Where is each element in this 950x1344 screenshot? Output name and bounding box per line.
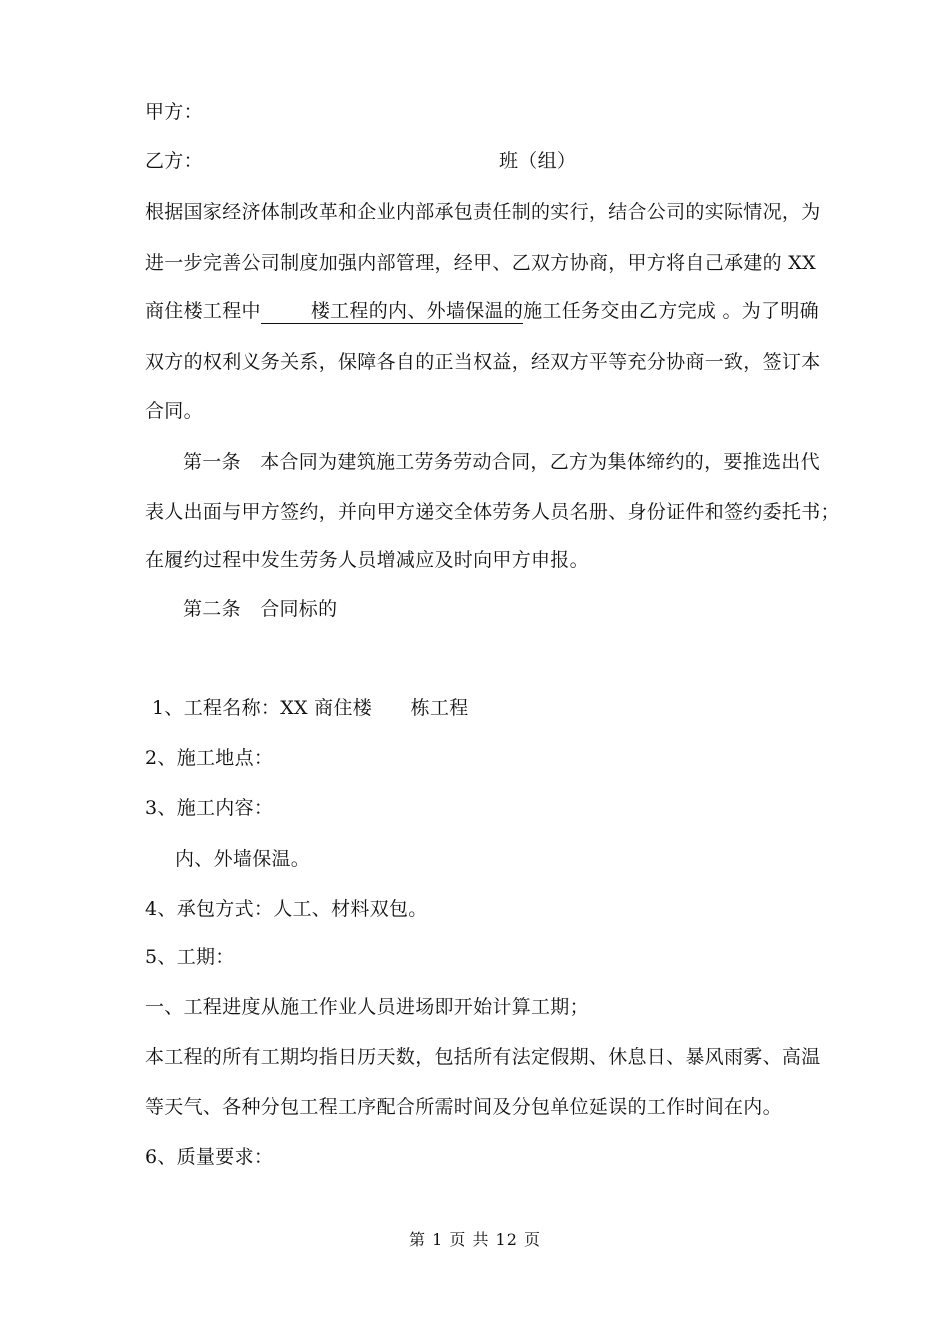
item-4-contract-method: 4、承包方式：人工、材料双包。 — [145, 898, 428, 920]
intro-line-1: 根据国家经济体制改革和企业内部承包责任制的实行，结合公司的实际情况，为 — [145, 201, 821, 223]
article-2-title: 第二条 合同标的 — [183, 598, 338, 620]
intro-line-5: 合同。 — [145, 400, 203, 422]
intro-line-3-post: 施工任务交由乙方完成 。为了明确 — [523, 300, 819, 322]
intro-line-2: 进一步完善公司制度加强内部管理，经甲、乙双方协商，甲方将自己承建的 XX — [145, 252, 816, 274]
item-5-sub-2-line-2: 等天气、各种分包工程工序配合所需时间及分包单位延误的工作时间在内。 — [145, 1096, 782, 1118]
underlined-blank — [261, 299, 311, 324]
item-5-sub-2-line-1: 本工程的所有工期均指日历天数，包括所有法定假期、休息日、暴风雨雾、高温 — [145, 1046, 821, 1068]
item-5-sub-1: 一、工程进度从施工作业人员进场即开始计算工期； — [145, 996, 589, 1018]
intro-line-3-pre: 商住楼工程中 — [145, 300, 261, 322]
item-2-location: 2、施工地点： — [145, 747, 274, 769]
page-footer: 第 1 页 共 12 页 — [409, 1230, 541, 1249]
party-a-label: 甲方： — [145, 101, 203, 123]
item-5-period: 5、工期： — [145, 946, 235, 968]
article-1-line-3: 在履约过程中发生劳务人员增减应及时向甲方申报。 — [145, 549, 589, 571]
article-1-line-2: 表人出面与甲方签约，并向甲方递交全体劳务人员名册、身份证件和签约委托书； — [145, 501, 840, 523]
article-1-line-1: 第一条 本合同为建筑施工劳务劳动合同，乙方为集体缔约的，要推选出代 — [183, 451, 820, 473]
party-b-label: 乙方： — [145, 150, 203, 172]
item-1-project-name: 1、工程名称：XX 商住楼 栋工程 — [152, 697, 469, 719]
intro-line-3-underlined: 楼工程的内、外墙保温的 — [310, 300, 524, 322]
party-b-team-label: 班（组） — [499, 150, 577, 172]
intro-line-4: 双方的权利义务关系，保障各自的正当权益，经双方平等充分协商一致，签订本 — [145, 351, 821, 373]
item-6-quality: 6、质量要求： — [145, 1146, 274, 1168]
intro-line-3 — [145, 299, 819, 324]
item-3-content-label: 3、施工内容： — [145, 797, 274, 819]
item-3-content: 内、外墙保温。 — [175, 848, 311, 870]
